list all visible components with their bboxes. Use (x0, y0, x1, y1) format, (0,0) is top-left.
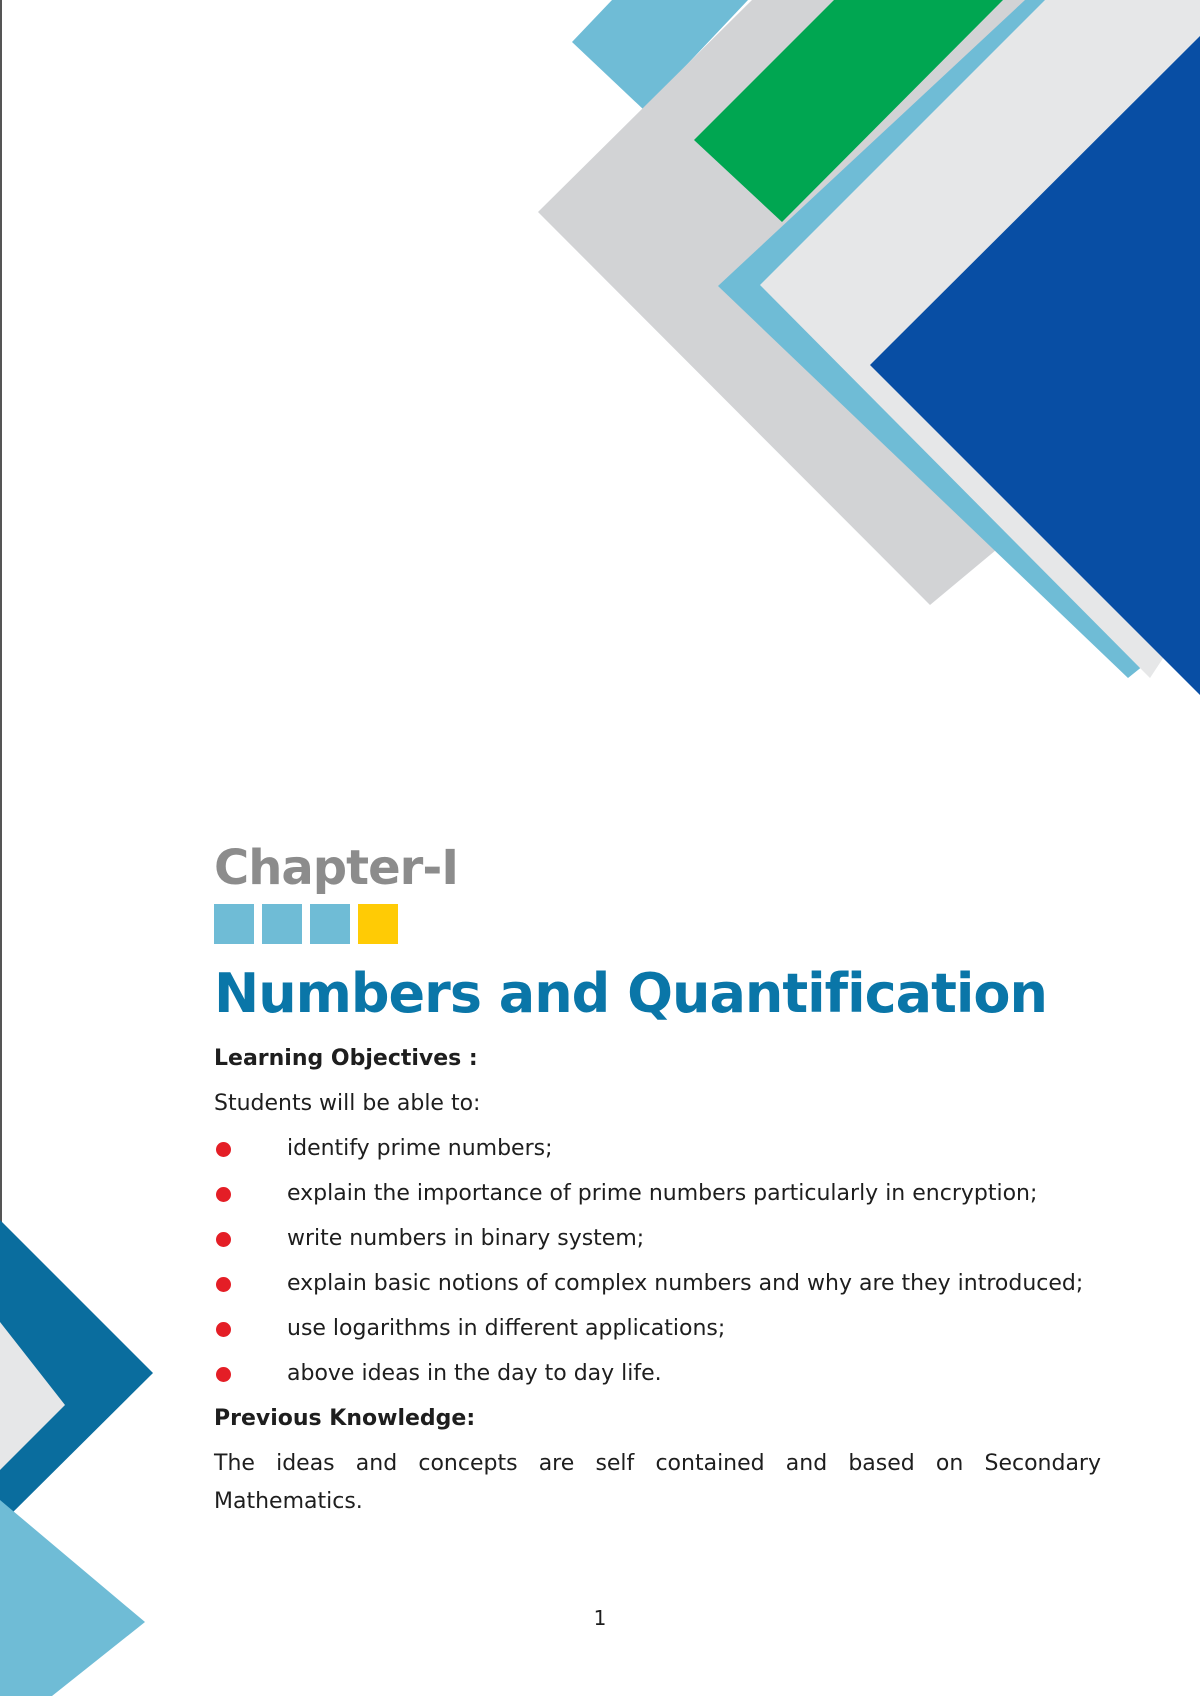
bullet-icon (216, 1277, 231, 1292)
previous-knowledge-text: The ideas and concepts are self contained and based on Secondary Mathematics. (214, 1451, 1101, 1514)
list-item (214, 1265, 1101, 1303)
page-number: 1 (593, 1606, 607, 1630)
chapter-squares (214, 904, 398, 944)
list-item (214, 1355, 1101, 1393)
objective-text: above ideas in the day to day life. (287, 1361, 662, 1386)
objective-text: write numbers in binary system; (287, 1226, 645, 1251)
chapter-square (214, 904, 254, 944)
bullet-icon (216, 1142, 231, 1157)
chapter-square (262, 904, 302, 944)
chapter-content (214, 1040, 1101, 1521)
list-item (214, 1175, 1101, 1213)
objective-text: explain basic notions of complex numbers and why are they introduced; (287, 1271, 1084, 1296)
learning-objectives-heading: Learning Objectives : (214, 1046, 478, 1071)
chapter-square (310, 904, 350, 944)
objective-text: use logarithms in different applications; (287, 1316, 726, 1341)
list-item (214, 1220, 1101, 1258)
list-item (214, 1130, 1101, 1168)
objectives-list (214, 1130, 1101, 1393)
bullet-icon (216, 1322, 231, 1337)
bullet-icon (216, 1187, 231, 1202)
chapter-square (358, 904, 398, 944)
bullet-icon (216, 1367, 231, 1382)
objective-text: explain the importance of prime numbers particularly in encryption; (287, 1181, 1038, 1206)
light-blue-triangle (0, 1500, 145, 1696)
bullet-icon (216, 1232, 231, 1247)
chapter-label: Chapter-I (214, 840, 459, 896)
chapter-title: Numbers and Quantification (214, 962, 1047, 1025)
list-item (214, 1310, 1101, 1348)
previous-knowledge-heading: Previous Knowledge: (214, 1406, 476, 1431)
learning-objectives-intro: Students will be able to: (214, 1091, 481, 1116)
objective-text: identify prime numbers; (287, 1136, 553, 1161)
